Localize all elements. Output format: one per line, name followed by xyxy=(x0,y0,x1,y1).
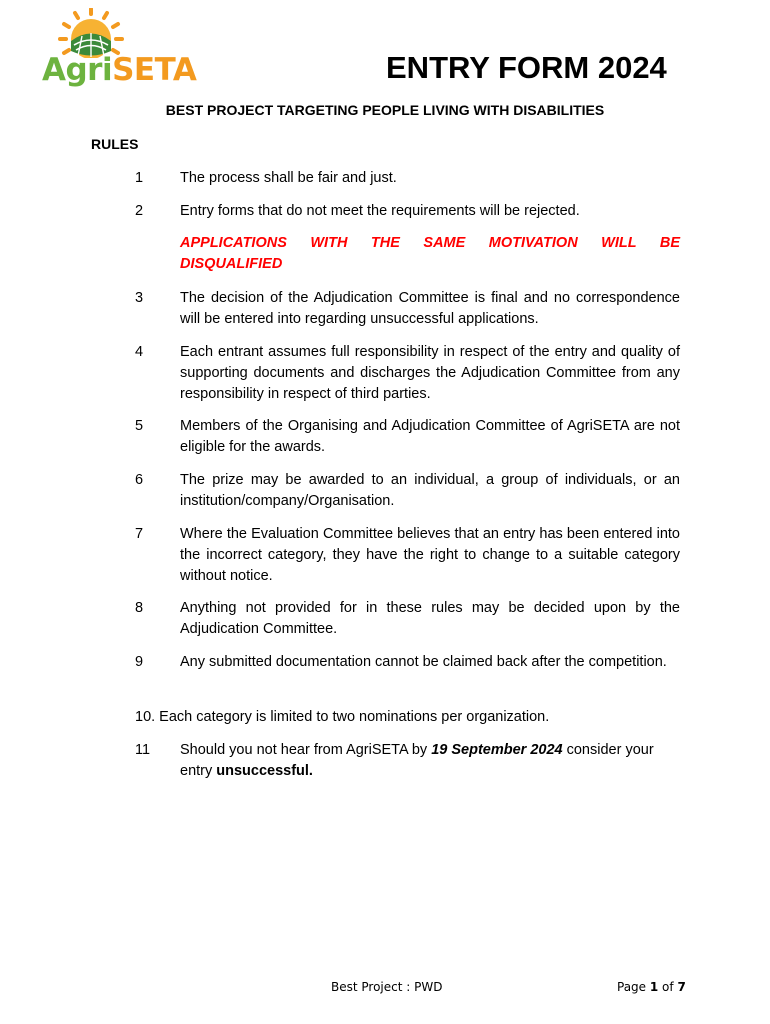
page-title: ENTRY FORM 2024 xyxy=(386,50,667,85)
rule-11-pre: Should you not hear from AgriSETA by xyxy=(180,742,432,758)
rule-number: 2 xyxy=(135,203,144,219)
rules-heading: RULES xyxy=(91,136,139,152)
rule-text: The process shall be fair and just. xyxy=(180,170,397,186)
logo-seta: SETA xyxy=(112,52,197,88)
rule-text: Anything not provided for in these rules may be decided upon by the Adjudication Committee. xyxy=(180,600,680,637)
disqualification-warning-2: DISQUALIFIED xyxy=(180,256,283,272)
current-page: 1 xyxy=(649,980,659,994)
rule-11-end: unsuccessful. xyxy=(216,763,313,779)
rule-text: Entry forms that do not meet the requirements will be rejected. xyxy=(180,203,580,219)
rule-text xyxy=(180,740,680,782)
agriseta-logo xyxy=(42,8,202,90)
page-number xyxy=(617,980,686,994)
rule-text: Each entrant assumes full responsibility in respect of the entry and quality of supporting documents and discharges the Adjudication Committee from any responsibility in respect of third parties. xyxy=(180,344,680,402)
page-prefix: Page xyxy=(617,980,650,994)
rule-number: 3 xyxy=(135,290,144,306)
logo-agri: Agri xyxy=(42,52,113,88)
rule-text: The decision of the Adjudication Committee is final and no correspondence will be entered into regarding unsuccessful applications. xyxy=(180,290,680,327)
subtitle: BEST PROJECT TARGETING PEOPLE LIVING WITH DISABILITIES xyxy=(165,102,605,118)
rule-10-text: 10. Each category is limited to two nominations per organization. xyxy=(135,709,550,725)
footer-label: Best Project : PWD xyxy=(331,980,443,994)
rule-number: 6 xyxy=(135,472,144,488)
page-of: of xyxy=(658,980,678,994)
rule-number: 8 xyxy=(135,600,144,616)
rule-number: 1 xyxy=(135,170,144,186)
logo-wordmark xyxy=(42,52,196,88)
rule-text: The prize may be awarded to an individual, a group of individuals, or an institution/company/Organisation. xyxy=(180,472,680,509)
rule-text: Where the Evaluation Committee believes that an entry has been entered into the incorrect category, they have the right to change to a suitable category without notice. xyxy=(180,526,680,584)
rule-number: 4 xyxy=(135,344,144,360)
sun-field-icon xyxy=(56,8,126,58)
rule-number: 7 xyxy=(135,526,144,542)
rule-text: Any submitted documentation cannot be claimed back after the competition. xyxy=(180,654,667,670)
rule-number: 5 xyxy=(135,418,144,434)
total-pages: 7 xyxy=(677,980,686,994)
rule-number: 11 xyxy=(135,742,151,758)
rule-number: 9 xyxy=(135,654,144,670)
disqualification-warning: APPLICATIONS WITH THE SAME MOTIVATION WILL BE xyxy=(180,235,680,251)
deadline-date: 19 September 2024 xyxy=(431,742,563,758)
rule-text: Members of the Organising and Adjudication Committee of AgriSETA are not eligible for the awards. xyxy=(180,418,680,455)
rule-11-mid: consider your entry xyxy=(180,742,654,779)
